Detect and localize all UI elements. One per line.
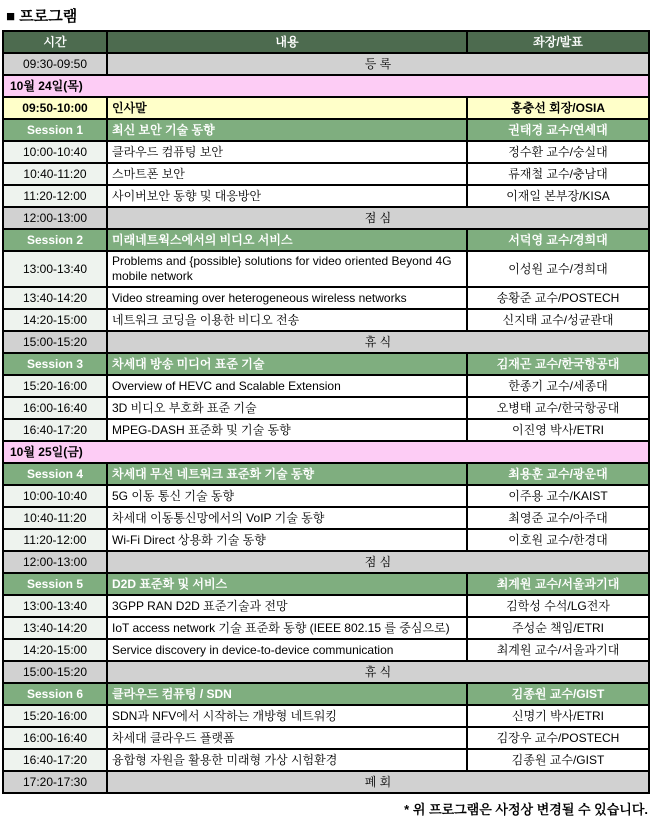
talk-speaker: 이주용 교수/KAIST: [467, 485, 649, 507]
talk-title: 3D 비디오 부호화 표준 기술: [107, 397, 467, 419]
table-row-talk: [3, 163, 649, 185]
column-header-chair: 좌장/발표: [467, 31, 649, 53]
break-label: 휴 식: [107, 331, 649, 353]
table-row-break: [3, 551, 649, 573]
program-table: [2, 30, 650, 794]
talk-title: Video streaming over heterogeneous wireless networks: [107, 287, 467, 309]
time-cell: 15:20-16:00: [3, 375, 107, 397]
talk-speaker: 신지태 교수/성균관대: [467, 309, 649, 331]
table-row-talk: [3, 639, 649, 661]
session-chair: 최용훈 교수/광운대: [467, 463, 649, 485]
talk-speaker: 홍충선 회장/OSIA: [467, 97, 649, 119]
time-cell: 13:00-13:40: [3, 595, 107, 617]
talk-speaker: 오병태 교수/한국항공대: [467, 397, 649, 419]
time-cell: 16:40-17:20: [3, 419, 107, 441]
talk-speaker: 김장우 교수/POSTECH: [467, 727, 649, 749]
time-cell: 16:00-16:40: [3, 397, 107, 419]
session-number: Session 3: [3, 353, 107, 375]
session-title: 차세대 무선 네트워크 표준화 기술 동향: [107, 463, 467, 485]
time-cell: 10:40-11:20: [3, 507, 107, 529]
time-cell: 13:40-14:20: [3, 617, 107, 639]
session-chair: 서덕영 교수/경희대: [467, 229, 649, 251]
time-cell: 16:00-16:40: [3, 727, 107, 749]
talk-speaker: 최영준 교수/아주대: [467, 507, 649, 529]
session-title: D2D 표준화 및 서비스: [107, 573, 467, 595]
time-cell: 12:00-13:00: [3, 551, 107, 573]
table-row-talk: [3, 705, 649, 727]
table-row-break: [3, 661, 649, 683]
time-cell: 10:40-11:20: [3, 163, 107, 185]
talk-title: Problems and {possible} solutions for video oriented Beyond 4G mobile network: [107, 251, 467, 287]
table-row-talk: [3, 141, 649, 163]
talk-speaker: 김학성 수석/LG전자: [467, 595, 649, 617]
talk-speaker: 이재일 본부장/KISA: [467, 185, 649, 207]
break-label: 점 심: [107, 551, 649, 573]
table-row-talk: [3, 375, 649, 397]
table-row-session: [3, 573, 649, 595]
time-cell: 10:00-10:40: [3, 141, 107, 163]
time-cell: 11:20-12:00: [3, 529, 107, 551]
talk-title: 클라우드 컴퓨팅 보안: [107, 141, 467, 163]
session-title: 차세대 방송 미디어 표준 기술: [107, 353, 467, 375]
talk-title: IoT access network 기술 표준화 동향 (IEEE 802.15 를 중심으로): [107, 617, 467, 639]
break-label: 등 록: [107, 53, 649, 75]
talk-title: 사이버보안 동향 및 대응방안: [107, 185, 467, 207]
session-title: 최신 보안 기술 동향: [107, 119, 467, 141]
table-header-row: [3, 31, 649, 53]
table-row-break: [3, 331, 649, 353]
table-row-talk: [3, 749, 649, 771]
table-row-talk: [3, 485, 649, 507]
table-row-talk: [3, 309, 649, 331]
time-cell: 10:00-10:40: [3, 485, 107, 507]
time-cell: 13:40-14:20: [3, 287, 107, 309]
table-row-session: [3, 463, 649, 485]
table-row-talk: [3, 397, 649, 419]
session-chair: 김종원 교수/GIST: [467, 683, 649, 705]
talk-speaker: 신명기 박사/ETRI: [467, 705, 649, 727]
talk-title: 스마트폰 보안: [107, 163, 467, 185]
time-cell: 14:20-15:00: [3, 639, 107, 661]
table-row-talk: [3, 595, 649, 617]
talk-speaker: 이호원 교수/한경대: [467, 529, 649, 551]
table-row-date: [3, 75, 649, 97]
time-cell: 15:20-16:00: [3, 705, 107, 727]
column-header-time: 시간: [3, 31, 107, 53]
column-header-content: 내용: [107, 31, 467, 53]
table-row-break: [3, 207, 649, 229]
table-row-session: [3, 353, 649, 375]
talk-speaker: 류재철 교수/충남대: [467, 163, 649, 185]
talk-speaker: 이성원 교수/경희대: [467, 251, 649, 287]
footer-note: * 위 프로그램은 사정상 변경될 수 있습니다.: [404, 802, 648, 817]
talk-title: 3GPP RAN D2D 표준기술과 전망: [107, 595, 467, 617]
talk-title: SDN과 NFV에서 시작하는 개방형 네트워킹: [107, 705, 467, 727]
break-label: 휴 식: [107, 661, 649, 683]
talk-speaker: 정수환 교수/숭실대: [467, 141, 649, 163]
table-row-break: [3, 771, 649, 793]
time-cell: 09:30-09:50: [3, 53, 107, 75]
table-row-break: [3, 53, 649, 75]
talk-speaker: 주성순 책임/ETRI: [467, 617, 649, 639]
table-row-session: [3, 683, 649, 705]
talk-speaker: 송황준 교수/POSTECH: [467, 287, 649, 309]
table-row-talk: [3, 529, 649, 551]
talk-speaker: 이진영 박사/ETRI: [467, 419, 649, 441]
table-row-talk: [3, 727, 649, 749]
session-chair: 최계원 교수/서울과기대: [467, 573, 649, 595]
table-row-session: [3, 229, 649, 251]
time-cell: 12:00-13:00: [3, 207, 107, 229]
table-row-talk: [3, 507, 649, 529]
session-number: Session 1: [3, 119, 107, 141]
time-cell: 15:00-15:20: [3, 331, 107, 353]
talk-title: MPEG-DASH 표준화 및 기술 동향: [107, 419, 467, 441]
talk-title: 차세대 클라우드 플랫폼: [107, 727, 467, 749]
talk-title: Overview of HEVC and Scalable Extension: [107, 375, 467, 397]
talk-title: 5G 이동 통신 기술 동향: [107, 485, 467, 507]
table-row-date: [3, 441, 649, 463]
time-cell: 15:00-15:20: [3, 661, 107, 683]
session-title: 클라우드 컴퓨팅 / SDN: [107, 683, 467, 705]
time-cell: 17:20-17:30: [3, 771, 107, 793]
talk-speaker: 김종원 교수/GIST: [467, 749, 649, 771]
session-number: Session 5: [3, 573, 107, 595]
talk-title: 인사말: [107, 97, 467, 119]
session-number: Session 6: [3, 683, 107, 705]
time-cell: 13:00-13:40: [3, 251, 107, 287]
table-row-session: [3, 119, 649, 141]
session-number: Session 4: [3, 463, 107, 485]
break-label: 폐 회: [107, 771, 649, 793]
date-label: 10월 24일(목): [3, 75, 649, 97]
time-cell: 14:20-15:00: [3, 309, 107, 331]
table-row-talk: [3, 287, 649, 309]
date-label: 10월 25일(금): [3, 441, 649, 463]
session-chair: 권태경 교수/연세대: [467, 119, 649, 141]
session-number: Session 2: [3, 229, 107, 251]
table-row-talk: [3, 185, 649, 207]
table-row-opening: [3, 97, 649, 119]
time-cell: 09:50-10:00: [3, 97, 107, 119]
talk-title: 네트워크 코딩을 이용한 비디오 전송: [107, 309, 467, 331]
talk-speaker: 한종기 교수/세종대: [467, 375, 649, 397]
talk-title: 차세대 이동통신망에서의 VoIP 기술 동향: [107, 507, 467, 529]
table-row-talk: [3, 419, 649, 441]
break-label: 점 심: [107, 207, 649, 229]
table-row-talk: [3, 617, 649, 639]
talk-speaker: 최계원 교수/서울과기대: [467, 639, 649, 661]
time-cell: 16:40-17:20: [3, 749, 107, 771]
time-cell: 11:20-12:00: [3, 185, 107, 207]
session-chair: 김재곤 교수/한국항공대: [467, 353, 649, 375]
talk-title: Wi-Fi Direct 상용화 기술 동향: [107, 529, 467, 551]
table-row-talk: [3, 251, 649, 287]
talk-title: Service discovery in device-to-device communication: [107, 639, 467, 661]
page-title: ■ 프로그램: [6, 8, 78, 25]
talk-title: 융합형 자원을 활용한 미래형 가상 시험환경: [107, 749, 467, 771]
session-title: 미래네트웍스에서의 비디오 서비스: [107, 229, 467, 251]
